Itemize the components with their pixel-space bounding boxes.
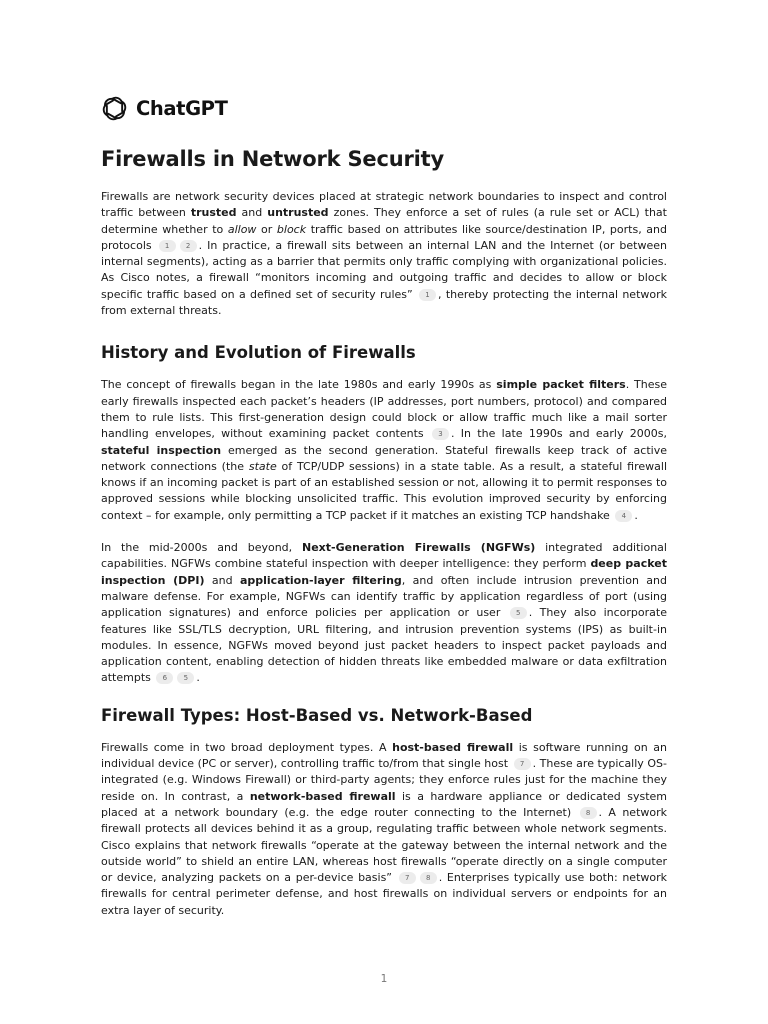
document-title: Firewalls in Network Security xyxy=(101,147,444,171)
bold-term: Next-Generation Firewalls (NGFWs) xyxy=(302,541,536,555)
citation-badge[interactable]: 5 xyxy=(177,672,194,684)
document-page xyxy=(101,94,667,919)
bold-term: application-layer filtering xyxy=(239,573,402,587)
citation-badge[interactable]: 5 xyxy=(510,607,527,619)
section-heading-types: Firewall Types: Host-Based vs. Network-Based xyxy=(101,705,533,725)
citation-badge[interactable]: 6 xyxy=(156,672,173,684)
brand-header xyxy=(101,94,667,122)
brand-name: ChatGPT xyxy=(136,96,228,120)
section-heading-history: History and Evolution of Firewalls xyxy=(101,343,416,363)
citation-badge[interactable]: 2 xyxy=(180,240,197,252)
citation-badge[interactable]: 7 xyxy=(514,758,531,770)
citation-badge[interactable]: 3 xyxy=(432,428,449,440)
bold-term: deep packet inspection (DPI) xyxy=(101,557,667,587)
types-paragraph: Firewalls come in two broad deployment types. A host-based firewall is software running on an individual device (PC or server), controlling traffic to/from that single host 7 . These are typically OS-integrated (e.g. Windows Firewall) or third-party agents; they enforce rules just for the machine they reside on. In contrast, a network-based firewall is a hardware appliance or dedicated system placed at a network boundary (e.g. the edge router connecting to the Internet) 8 . A network firewall protects all devices behind it as a group, regulating traffic between whole network segments. Cisco explains that network firewalls “operate at the gateway between the internal network and the outside world” to shield an entire LAN, whereas host firewalls “operate directly on a single computer or device, analyzing packets on a per-device basis” 7 8 . Enterprises typically use both: network firewalls for central perimeter defense, and host firewalls on individual servers or endpoints for an extra layer of security. xyxy=(101,740,668,917)
italic-term: block xyxy=(276,222,307,236)
citation-badge[interactable]: 1 xyxy=(419,289,436,301)
citation-badge[interactable]: 7 xyxy=(399,872,416,884)
page-number: 1 xyxy=(380,973,388,985)
bold-term: simple packet filters xyxy=(496,378,626,392)
citation-badge[interactable]: 8 xyxy=(580,807,597,819)
bold-term: trusted xyxy=(190,206,237,220)
bold-term: stateful inspection xyxy=(101,443,222,457)
italic-term: state xyxy=(248,459,277,473)
bold-term: untrusted xyxy=(267,206,329,220)
citation-badge[interactable]: 8 xyxy=(420,872,437,884)
openai-logo-icon xyxy=(101,95,128,122)
history-paragraph-1: The concept of firewalls began in the late 1980s and early 1990s as simple packet filters. These early firewalls inspected each packet’s headers (IP addresses, port numbers, protocol) and compared them to rule lists. This first-generation design could block or allow traffic much like a mail sorter handling envelopes, without examining packet contents 3 . In the late 1990s and early 2000s, stateful inspection emerged as the second generation. Stateful firewalls keep track of active network connections (the state of TCP/UDP sessions) in a state table. As a result, a stateful firewall knows if an incoming packet is part of an established session or not, allowing it to permit responses to approved sessions while blocking unsolicited traffic. This evolution improved security by enforcing context – for example, only permitting a TCP packet if it matches an existing TCP handshake 4 . xyxy=(101,378,667,522)
bold-term: host-based firewall xyxy=(392,740,514,754)
citation-badge[interactable]: 1 xyxy=(159,240,176,252)
intro-paragraph: Firewalls are network security devices placed at strategic network boundaries to inspect and control traffic between trusted and untrusted zones. They enforce a set of rules (a rule set or ACL) that determine whether to allow or block traffic based on attributes like source/destination IP, ports, and protocols 1 2 . In practice, a firewall sits between an internal LAN and the Internet (or between internal segments), acting as a barrier that permits only traffic complying with organizational policies. As Cisco notes, a firewall “monitors incoming and outgoing traffic and decides to allow or block specific traffic based on a defined set of security rules” 1 , thereby protecting the internal network from external threats. xyxy=(101,190,668,318)
citation-badge[interactable]: 4 xyxy=(615,510,632,522)
italic-term: allow xyxy=(227,222,257,236)
history-paragraph-2: In the mid-2000s and beyond, Next-Generation Firewalls (NGFWs) integrated additional capabilities. NGFWs combine stateful inspection with deeper intelligence: they perform deep packet inspection (DPI) and application-layer filtering, and often include intrusion prevention and malware defense. For example, NGFWs can identify traffic by application regardless of port (using application signatures) and enforce policies per application or user 5 . They also incorporate features like SSL/TLS decryption, URL filtering, and intrusion prevention systems (IPS) as built-in modules. In essence, NGFWs moved beyond just packet headers to inspect packet payloads and application content, enabling detection of hidden threats like embedded malware or data exfiltration attempts 6 5 . xyxy=(101,541,668,685)
bold-term: network-based firewall xyxy=(249,789,396,803)
